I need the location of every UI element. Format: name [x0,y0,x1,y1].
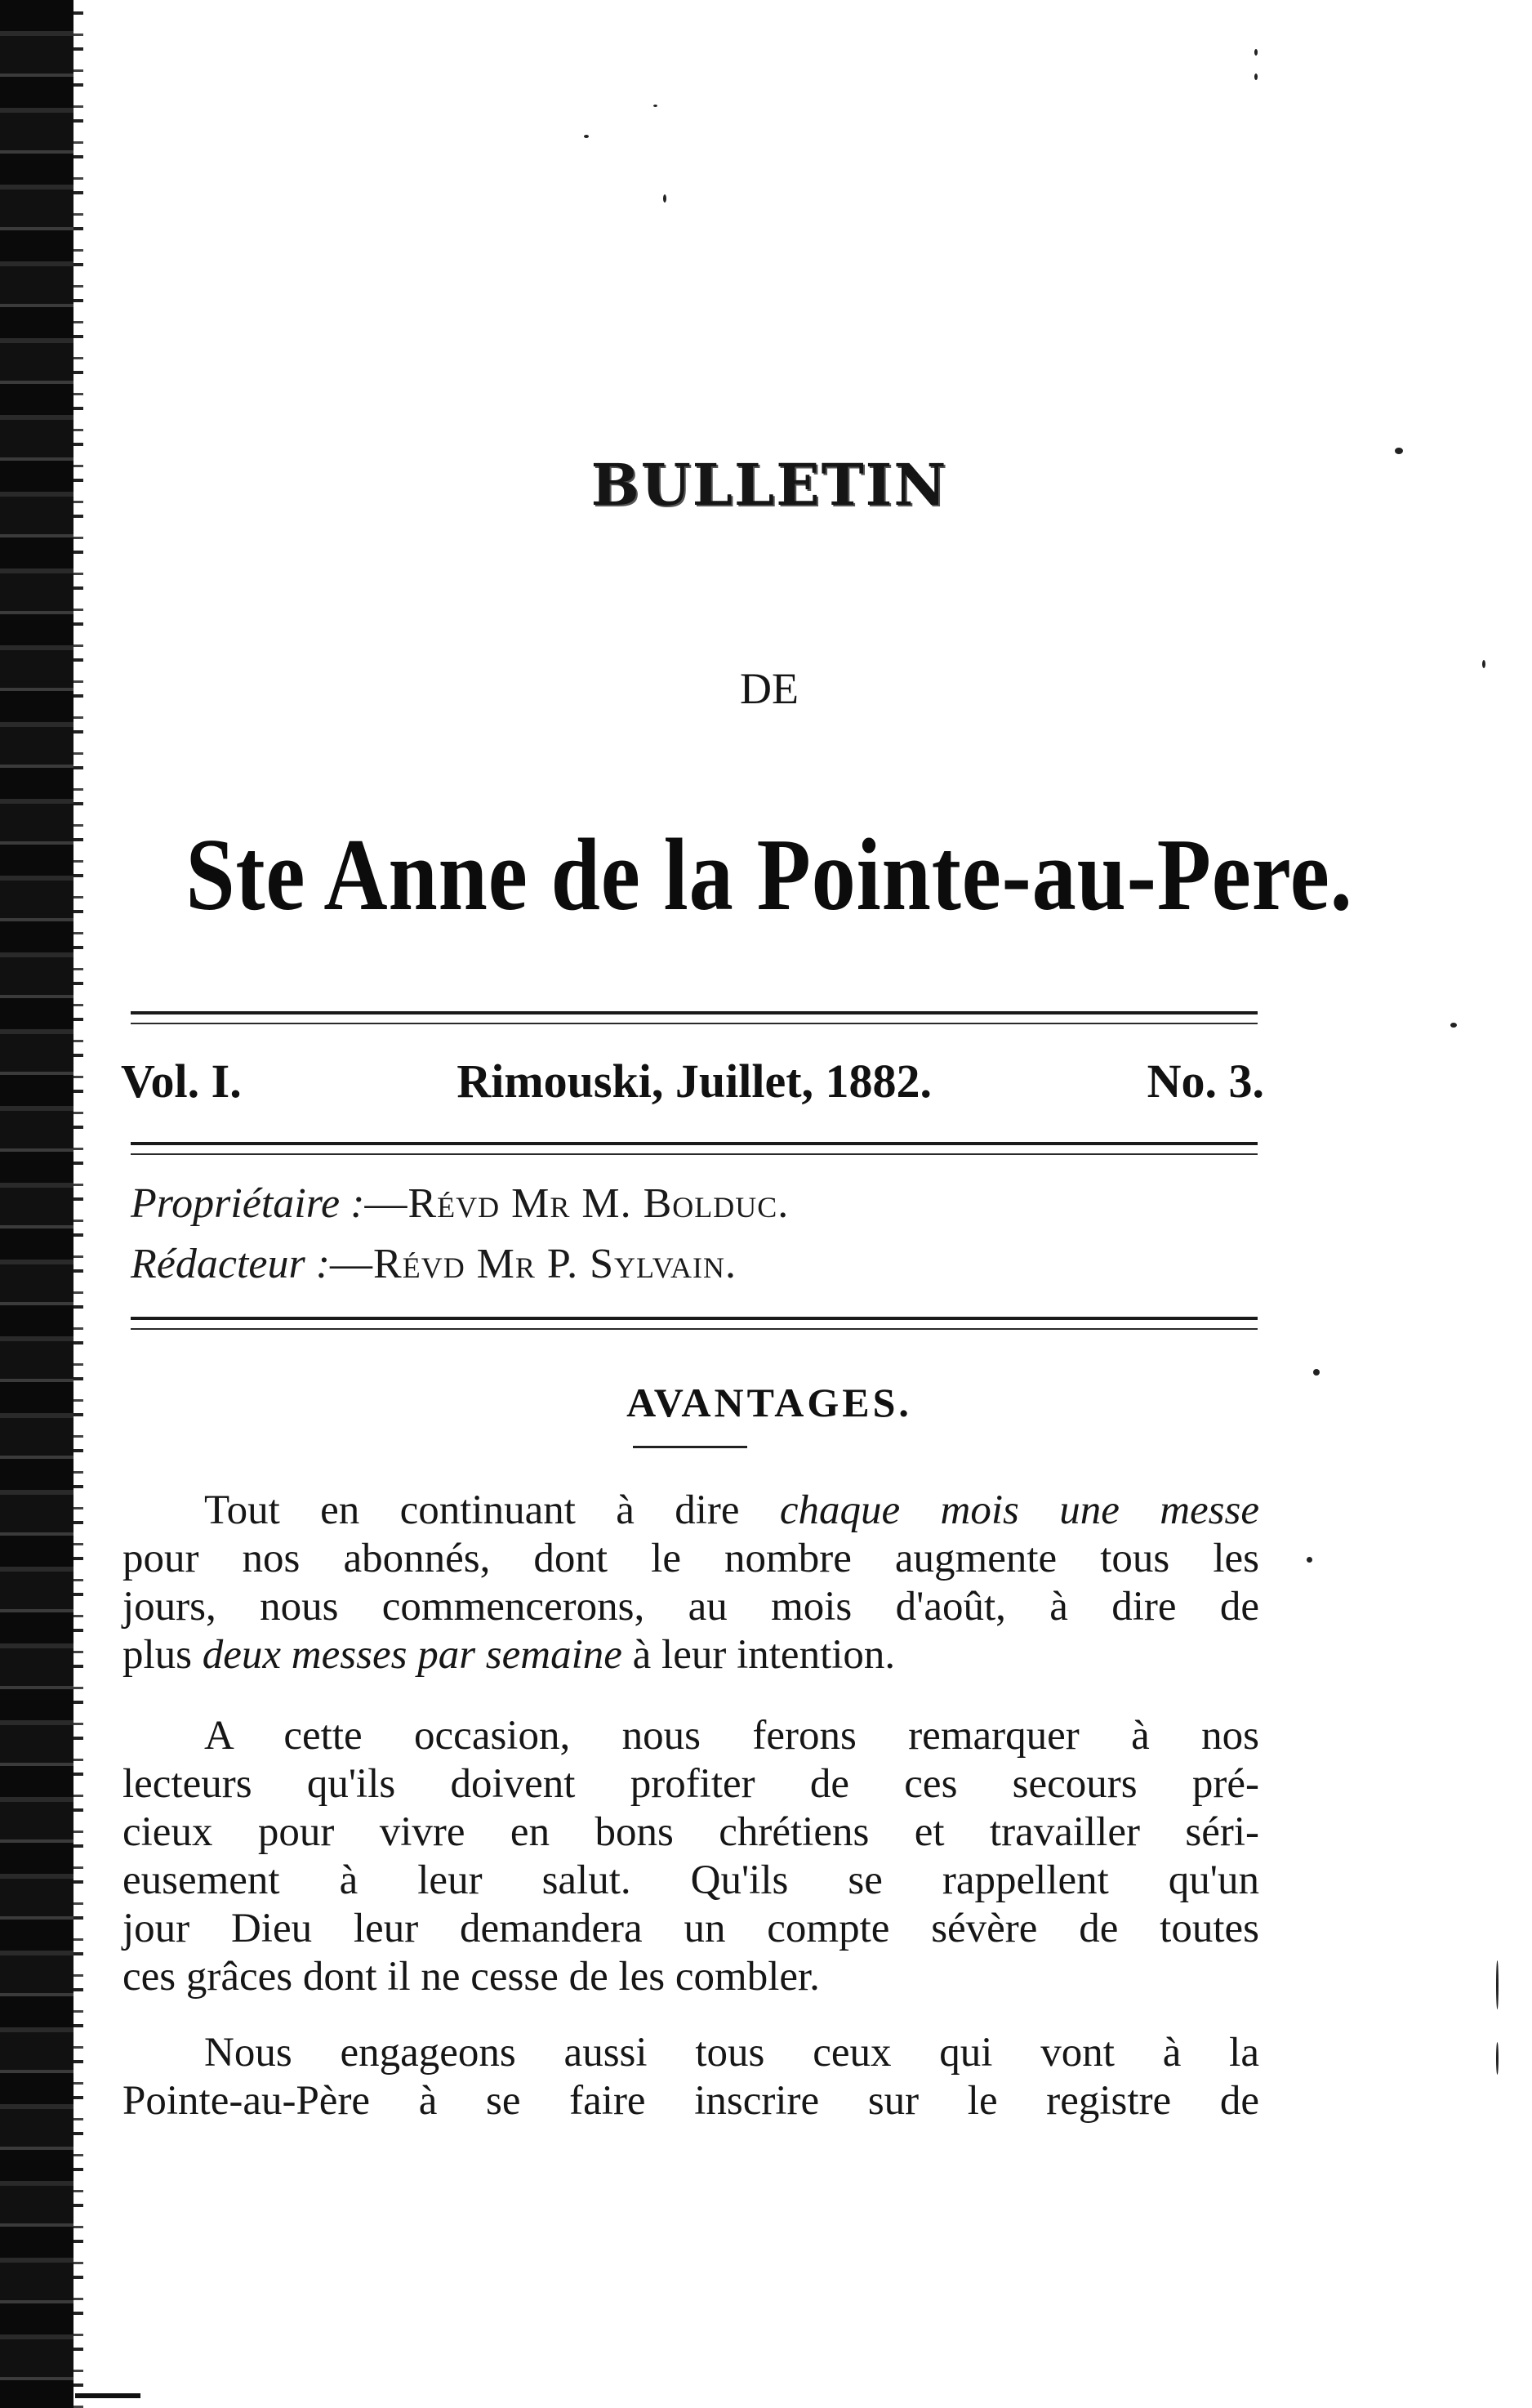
paragraph-3 [122,2029,1259,2125]
place-date: Rimouski, Juillet, 1882. [456,1055,933,1108]
scan-speck [1450,1023,1457,1028]
scan-speck [1482,660,1485,668]
publication-title: Ste Anne de la Pointe-au-Pere. [185,818,1353,932]
scan-speck [653,105,657,107]
scan-speck [1496,1960,1499,2009]
scan-speck [1496,2042,1499,2075]
scan-speck [1313,1369,1320,1376]
paragraph-line: A cette occasion, nous ferons remarquer à nos [204,1713,1259,1759]
article-heading: AVANTAGES. [626,1380,912,1425]
divider-rule [131,1023,1258,1024]
editor-credit [131,1240,737,1288]
scan-speck [663,194,666,203]
paragraph-line: eusement à leur salut. Qu'ils se rappellent qu'un [122,1857,1259,1903]
scan-binding-edge [0,0,75,2408]
scan-speck [1254,74,1258,80]
italic-run: deux messes par semaine [202,1632,622,1678]
text-run: à leur intention. [621,1632,896,1678]
divider-rule [131,1317,1258,1320]
heading-underline [633,1446,747,1448]
paragraph-line: Nous engageons aussi tous ceux qui vont à la [204,2030,1259,2076]
paragraph-line [122,1631,1259,1679]
bulletin-heading: BULLETIN [590,451,948,519]
text-run: plus [122,1632,203,1678]
divider-rule [131,1328,1258,1330]
paragraph-line: cieux pour vivre en bons chrétiens et travailler séri- [122,1809,1259,1855]
editor-name: —Révd Mr P. Sylvain. [330,1241,737,1287]
scan-speck [1254,49,1258,56]
masthead-de: DE [740,664,799,713]
issue-number: No. 3. [1147,1055,1264,1108]
volume-label: Vol. I. [121,1055,242,1108]
scan-speck [584,135,589,138]
paragraph-2 [122,1712,1259,2001]
editor-role: Rédacteur : [131,1241,331,1287]
paragraph-line: pour nos abonnés, dont le nombre augmente tous les [122,1536,1259,1581]
scan-bottom-mark [75,2393,140,2398]
paragraph-line [122,1487,1259,1535]
divider-rule [131,1153,1258,1155]
paragraph-line: ces grâces dont il ne cesse de les combler. [122,1954,820,2000]
italic-run: chaque mois une messe [779,1487,1259,1533]
paragraph-1 [122,1487,1259,1679]
paragraph-line: lecteurs qu'ils doivent profiter de ces secours pré- [122,1761,1259,1807]
owner-role: Propriétaire : [131,1180,365,1227]
paragraph-line: Pointe-au-Père à se faire inscrire sur le registre de [122,2078,1259,2124]
paragraph-line: jours, nous commencerons, au mois d'août, à dire de [122,1584,1259,1630]
divider-rule [131,1011,1258,1014]
owner-name: —Révd Mr M. Bolduc. [364,1180,790,1227]
issue-line [121,1054,1264,1108]
owner-credit [131,1179,789,1228]
text-run: Tout en continuant à dire [204,1487,780,1533]
paragraph-line: jour Dieu leur demandera un compte sévère de toutes [122,1906,1259,1951]
divider-rule [131,1142,1258,1145]
scan-speck [1307,1557,1312,1563]
